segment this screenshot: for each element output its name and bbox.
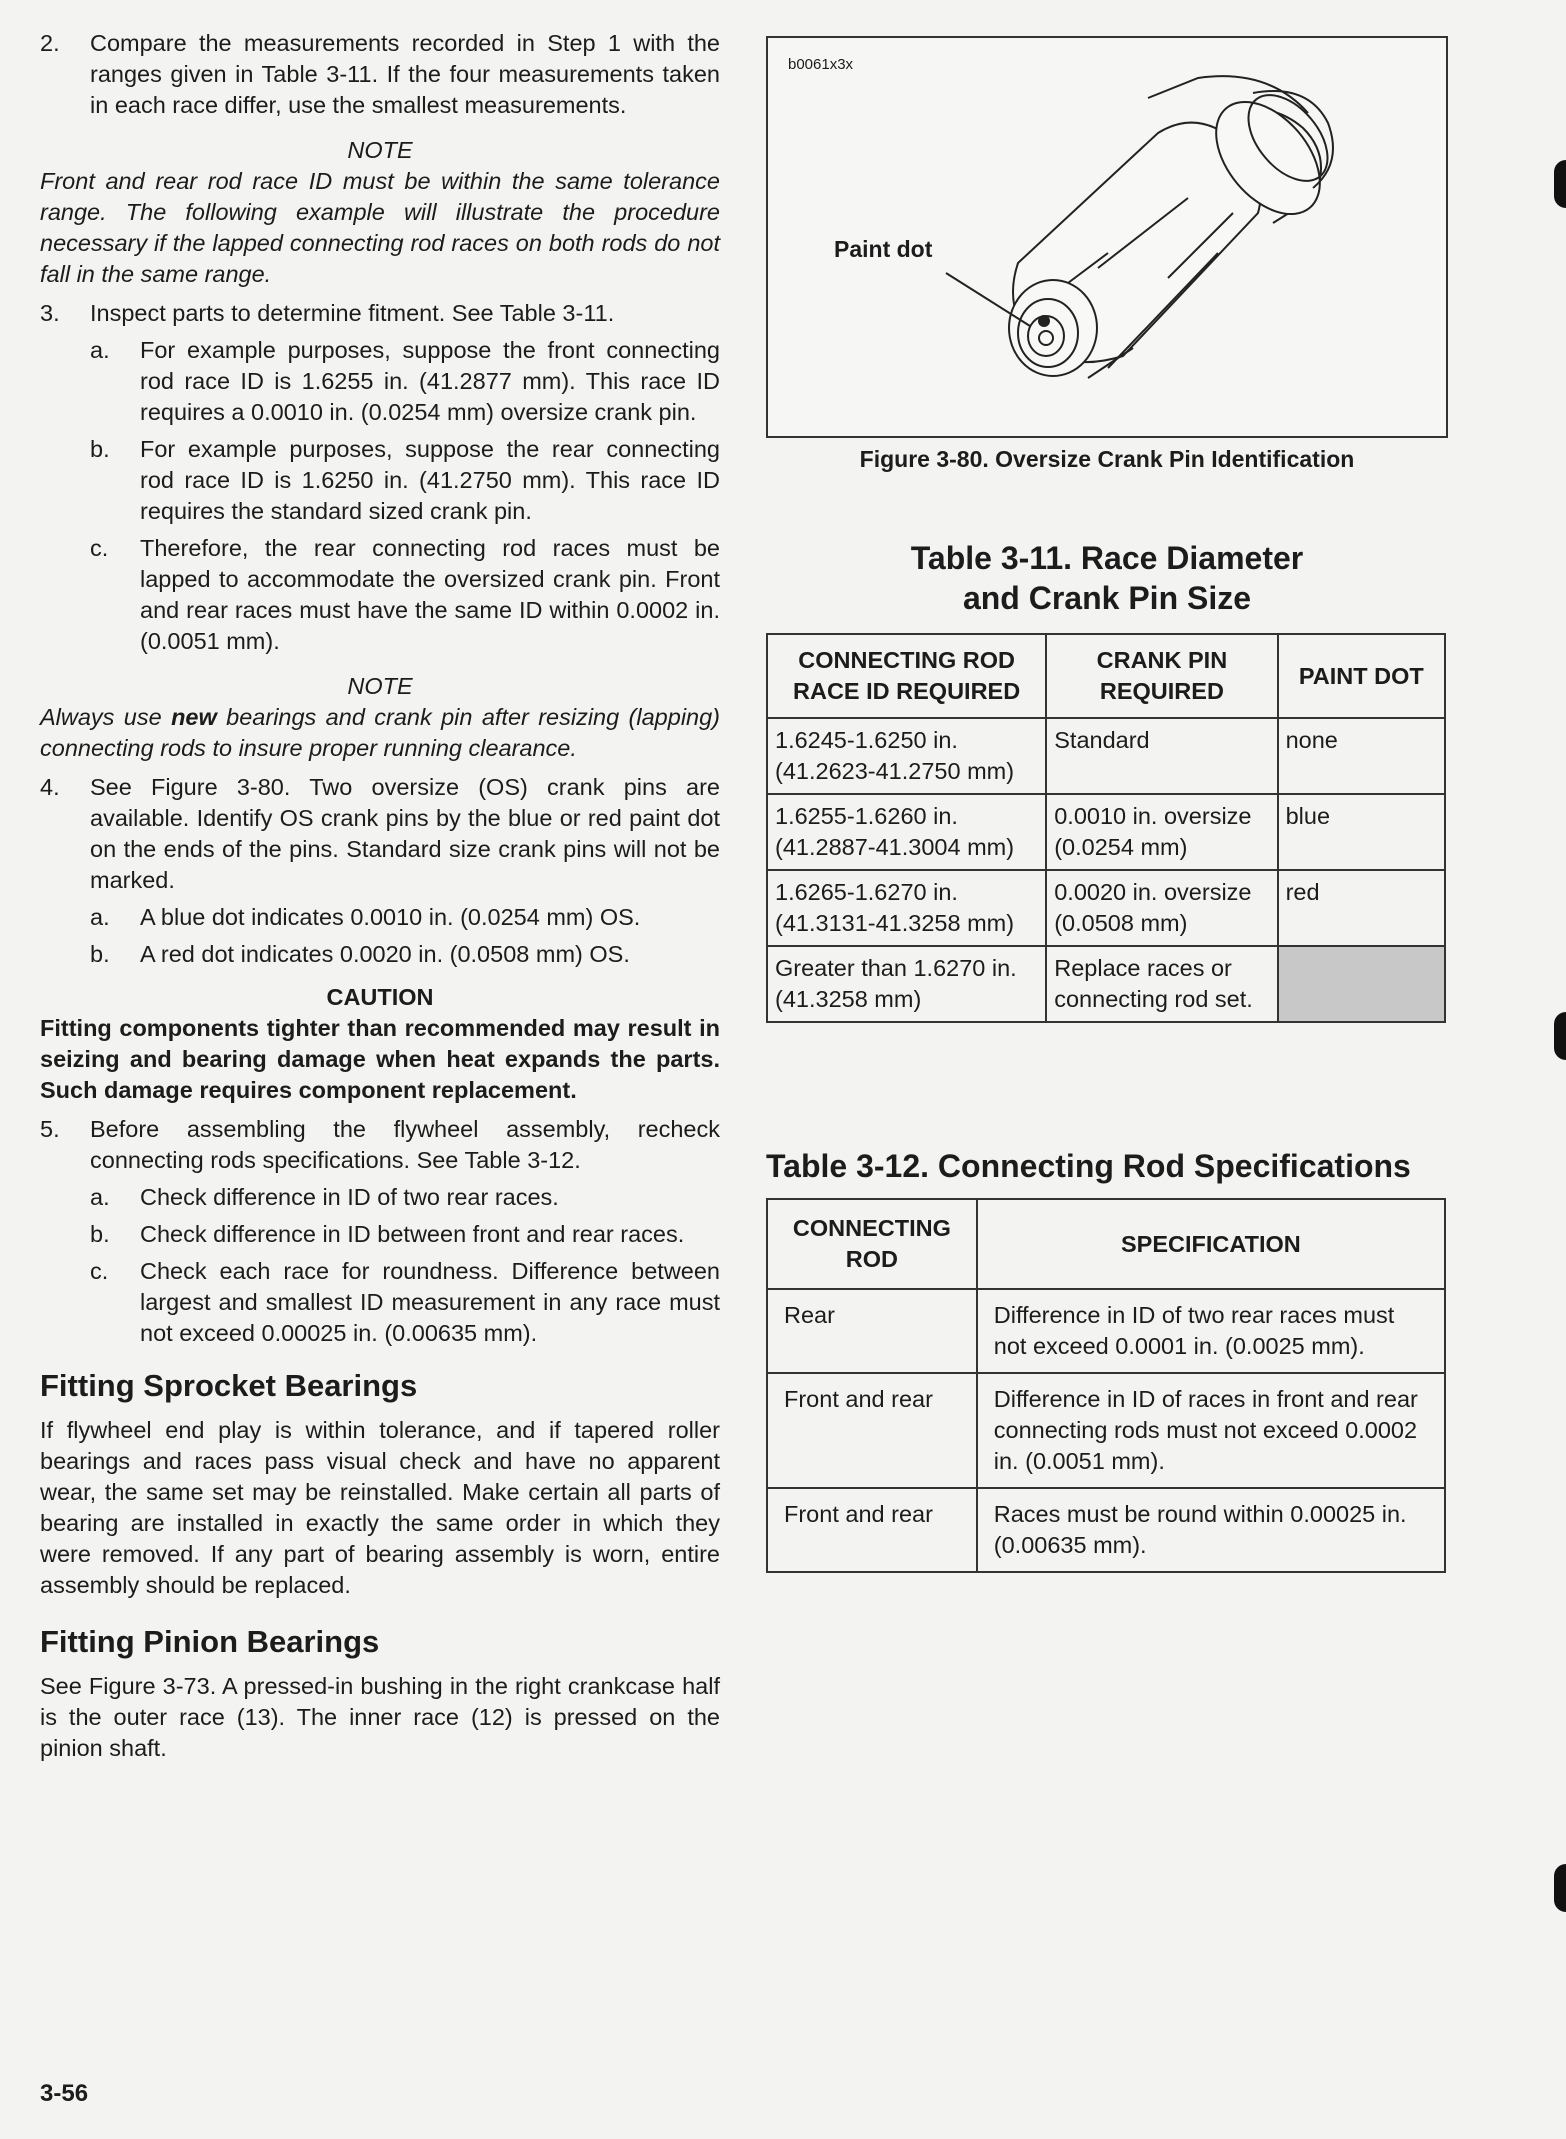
table-row — [767, 870, 1445, 946]
section-body-sprocket: If flywheel end play is within tolerance, and if tapered roller bearings and races pass visual check and have no apparent wear, the same set may be reinstalled. Make certain all parts of bearing are installed in exactly the same order in which they were removed. If any part of bearing assembly is worn, entire assembly should be replaced. — [40, 1417, 720, 1598]
table-row — [767, 1289, 1445, 1373]
substep-text: A red dot indicates 0.0020 in. (0.0508 mm) OS. — [140, 941, 630, 967]
table-row — [767, 1488, 1445, 1572]
title-line-1: Table 3-11. Race Diameter — [910, 540, 1304, 576]
substep-text: Check each race for roundness. Difference between largest and smallest ID measurement in any race must not exceed 0.00025 in. (0.00635 mm). — [140, 1258, 720, 1346]
spec-cell: Difference in ID of two rear races must not exceed 0.0001 in. (0.0025 mm). — [977, 1289, 1445, 1373]
note-body — [40, 702, 720, 764]
substep-5a — [90, 1182, 720, 1213]
step-number: 3. — [40, 300, 60, 326]
substep-text: Therefore, the rear connecting rod races must be lapped to accommodate the oversized crank pin. Front and rear races must have the same ID within 0.0002 in. (0.0051 mm). — [140, 535, 720, 654]
table-3-11 — [766, 633, 1446, 1023]
section-body-pinion: See Figure 3-73. A pressed-in bushing in the right crankcase half is the outer race (13). The inner race (12) is pressed on the pinion shaft. — [40, 1673, 720, 1761]
substep-text: For example purposes, suppose the front connecting rod race ID is 1.6255 in. (41.2877 mm). This race ID requires a 0.0010 in. (0.0254 mm) oversize crank pin. — [140, 337, 720, 425]
crank-pin-cell: Replace races or connecting rod set. — [1046, 946, 1277, 1022]
rod-cell: Front and rear — [767, 1373, 977, 1488]
substep-3a — [90, 335, 720, 428]
substep-4b — [90, 939, 720, 970]
substep-4a — [90, 902, 720, 933]
step-3 — [40, 298, 720, 329]
race-id-cell: 1.6265-1.6270 in. (41.3131-41.3258 mm) — [767, 870, 1046, 946]
step-number: 4. — [40, 774, 60, 800]
substep-letter: b. — [90, 436, 110, 462]
step-number: 5. — [40, 1116, 60, 1142]
note-text-before: Always use — [40, 704, 172, 730]
table-row — [767, 794, 1445, 870]
step-text: Compare the measurements recorded in Step 1 with the ranges given in Table 3-11. If the four measurements taken in each race differ, use the smallest measurements. — [90, 30, 720, 118]
step-text: Before assembling the flywheel assembly, recheck connecting rods specifications. See Table 3-12. — [90, 1116, 720, 1173]
step-number: 2. — [40, 30, 60, 56]
step-4 — [40, 772, 720, 896]
paint-dot-label: Paint dot — [834, 236, 933, 262]
figure-caption: Figure 3-80. Oversize Crank Pin Identification — [859, 446, 1355, 472]
substep-text: Check difference in ID of two rear races. — [140, 1184, 559, 1210]
thumb-tab-mark — [1554, 1864, 1566, 1912]
table-header-row — [767, 634, 1445, 718]
caution-body: Fitting components tighter than recommended may result in seizing and bearing damage when heat expands the parts. Such damage requires component replacement. — [40, 1015, 720, 1103]
thumb-tab-mark — [1554, 1012, 1566, 1060]
paint-dot-cell-shaded — [1278, 946, 1445, 1022]
crank-pin-cell: 0.0020 in. oversize (0.0508 mm) — [1046, 870, 1277, 946]
substep-letter: c. — [90, 1258, 109, 1284]
header-connecting-rod: CONNECTING ROD — [767, 1199, 977, 1289]
substep-3c — [90, 533, 720, 657]
header-race-id: CONNECTING ROD RACE ID REQUIRED — [767, 634, 1046, 718]
note-emphasis: new — [171, 704, 217, 730]
table-row — [767, 1373, 1445, 1488]
race-id-cell: 1.6245-1.6250 in. (41.2623-41.2750 mm) — [767, 718, 1046, 794]
spec-cell: Races must be round within 0.00025 in. (0.00635 mm). — [977, 1488, 1445, 1572]
paint-dot-cell: blue — [1278, 794, 1445, 870]
note-body: Front and rear rod race ID must be within the same tolerance range. The following example will illustrate the procedure necessary if the lapped connecting rod races on both rods do not fall in the same range. — [40, 168, 720, 287]
figure-id: b0061x3x — [788, 56, 854, 73]
page-number: 3-56 — [40, 2080, 89, 2107]
substep-5c — [90, 1256, 720, 1349]
note-text-after: bearings and crank pin after resizing (lapping) connecting rods to insure proper running clearance. — [40, 704, 721, 761]
substep-5b — [90, 1219, 720, 1250]
substep-text: For example purposes, suppose the rear connecting rod race ID is 1.6250 in. (41.2750 mm). This race ID requires the standard sized crank pin. — [140, 436, 720, 524]
paint-dot-cell: none — [1278, 718, 1445, 794]
race-id-cell: 1.6255-1.6260 in. (41.2887-41.3004 mm) — [767, 794, 1046, 870]
crank-pin-cell: Standard — [1046, 718, 1277, 794]
spec-cell: Difference in ID of races in front and rear connecting rods must not exceed 0.0002 in. (0.0051 mm). — [977, 1373, 1445, 1488]
substep-letter: b. — [90, 1221, 110, 1247]
substep-letter: b. — [90, 941, 110, 967]
rod-cell: Rear — [767, 1289, 977, 1373]
paint-dot-cell: red — [1278, 870, 1445, 946]
table-3-12-title: Table 3-12. Connecting Rod Specifications — [766, 1148, 1411, 1184]
substep-3b — [90, 434, 720, 527]
caution-heading: CAUTION — [326, 984, 434, 1010]
substep-letter: a. — [90, 904, 110, 930]
header-specification: SPECIFICATION — [977, 1199, 1445, 1289]
substep-text: Check difference in ID between front and rear races. — [140, 1221, 685, 1247]
rod-cell: Front and rear — [767, 1488, 977, 1572]
step-2 — [40, 28, 720, 121]
note-heading: NOTE — [347, 137, 413, 163]
table-header-row — [767, 1199, 1445, 1289]
step-text: See Figure 3-80. Two oversize (OS) crank pins are available. Identify OS crank pins by the blue or red paint dot on the ends of the pins. Standard size crank pins will not be marked. — [90, 774, 720, 893]
substep-letter: c. — [90, 535, 109, 561]
step-text: Inspect parts to determine fitment. See Table 3-11. — [90, 300, 615, 326]
table-3-11-title — [766, 538, 1448, 618]
crank-pin-cell: 0.0010 in. oversize (0.0254 mm) — [1046, 794, 1277, 870]
step-5 — [40, 1114, 720, 1176]
left-column — [40, 28, 720, 1764]
header-paint-dot: PAINT DOT — [1278, 634, 1445, 718]
table-3-12 — [766, 1198, 1446, 1573]
table-row — [767, 718, 1445, 794]
header-crank-pin: CRANK PIN REQUIRED — [1046, 634, 1277, 718]
substep-letter: a. — [90, 1184, 110, 1210]
section-title-pinion: Fitting Pinion Bearings — [40, 1624, 380, 1659]
figure-frame — [766, 36, 1448, 438]
thumb-tab-mark — [1554, 160, 1566, 208]
table-row — [767, 946, 1445, 1022]
note-heading: NOTE — [347, 673, 413, 699]
title-line-2: and Crank Pin Size — [962, 580, 1252, 616]
race-id-cell: Greater than 1.6270 in. (41.3258 mm) — [767, 946, 1046, 1022]
substep-letter: a. — [90, 337, 110, 363]
section-title-sprocket: Fitting Sprocket Bearings — [40, 1368, 418, 1403]
substep-text: A blue dot indicates 0.0010 in. (0.0254 mm) OS. — [140, 904, 641, 930]
